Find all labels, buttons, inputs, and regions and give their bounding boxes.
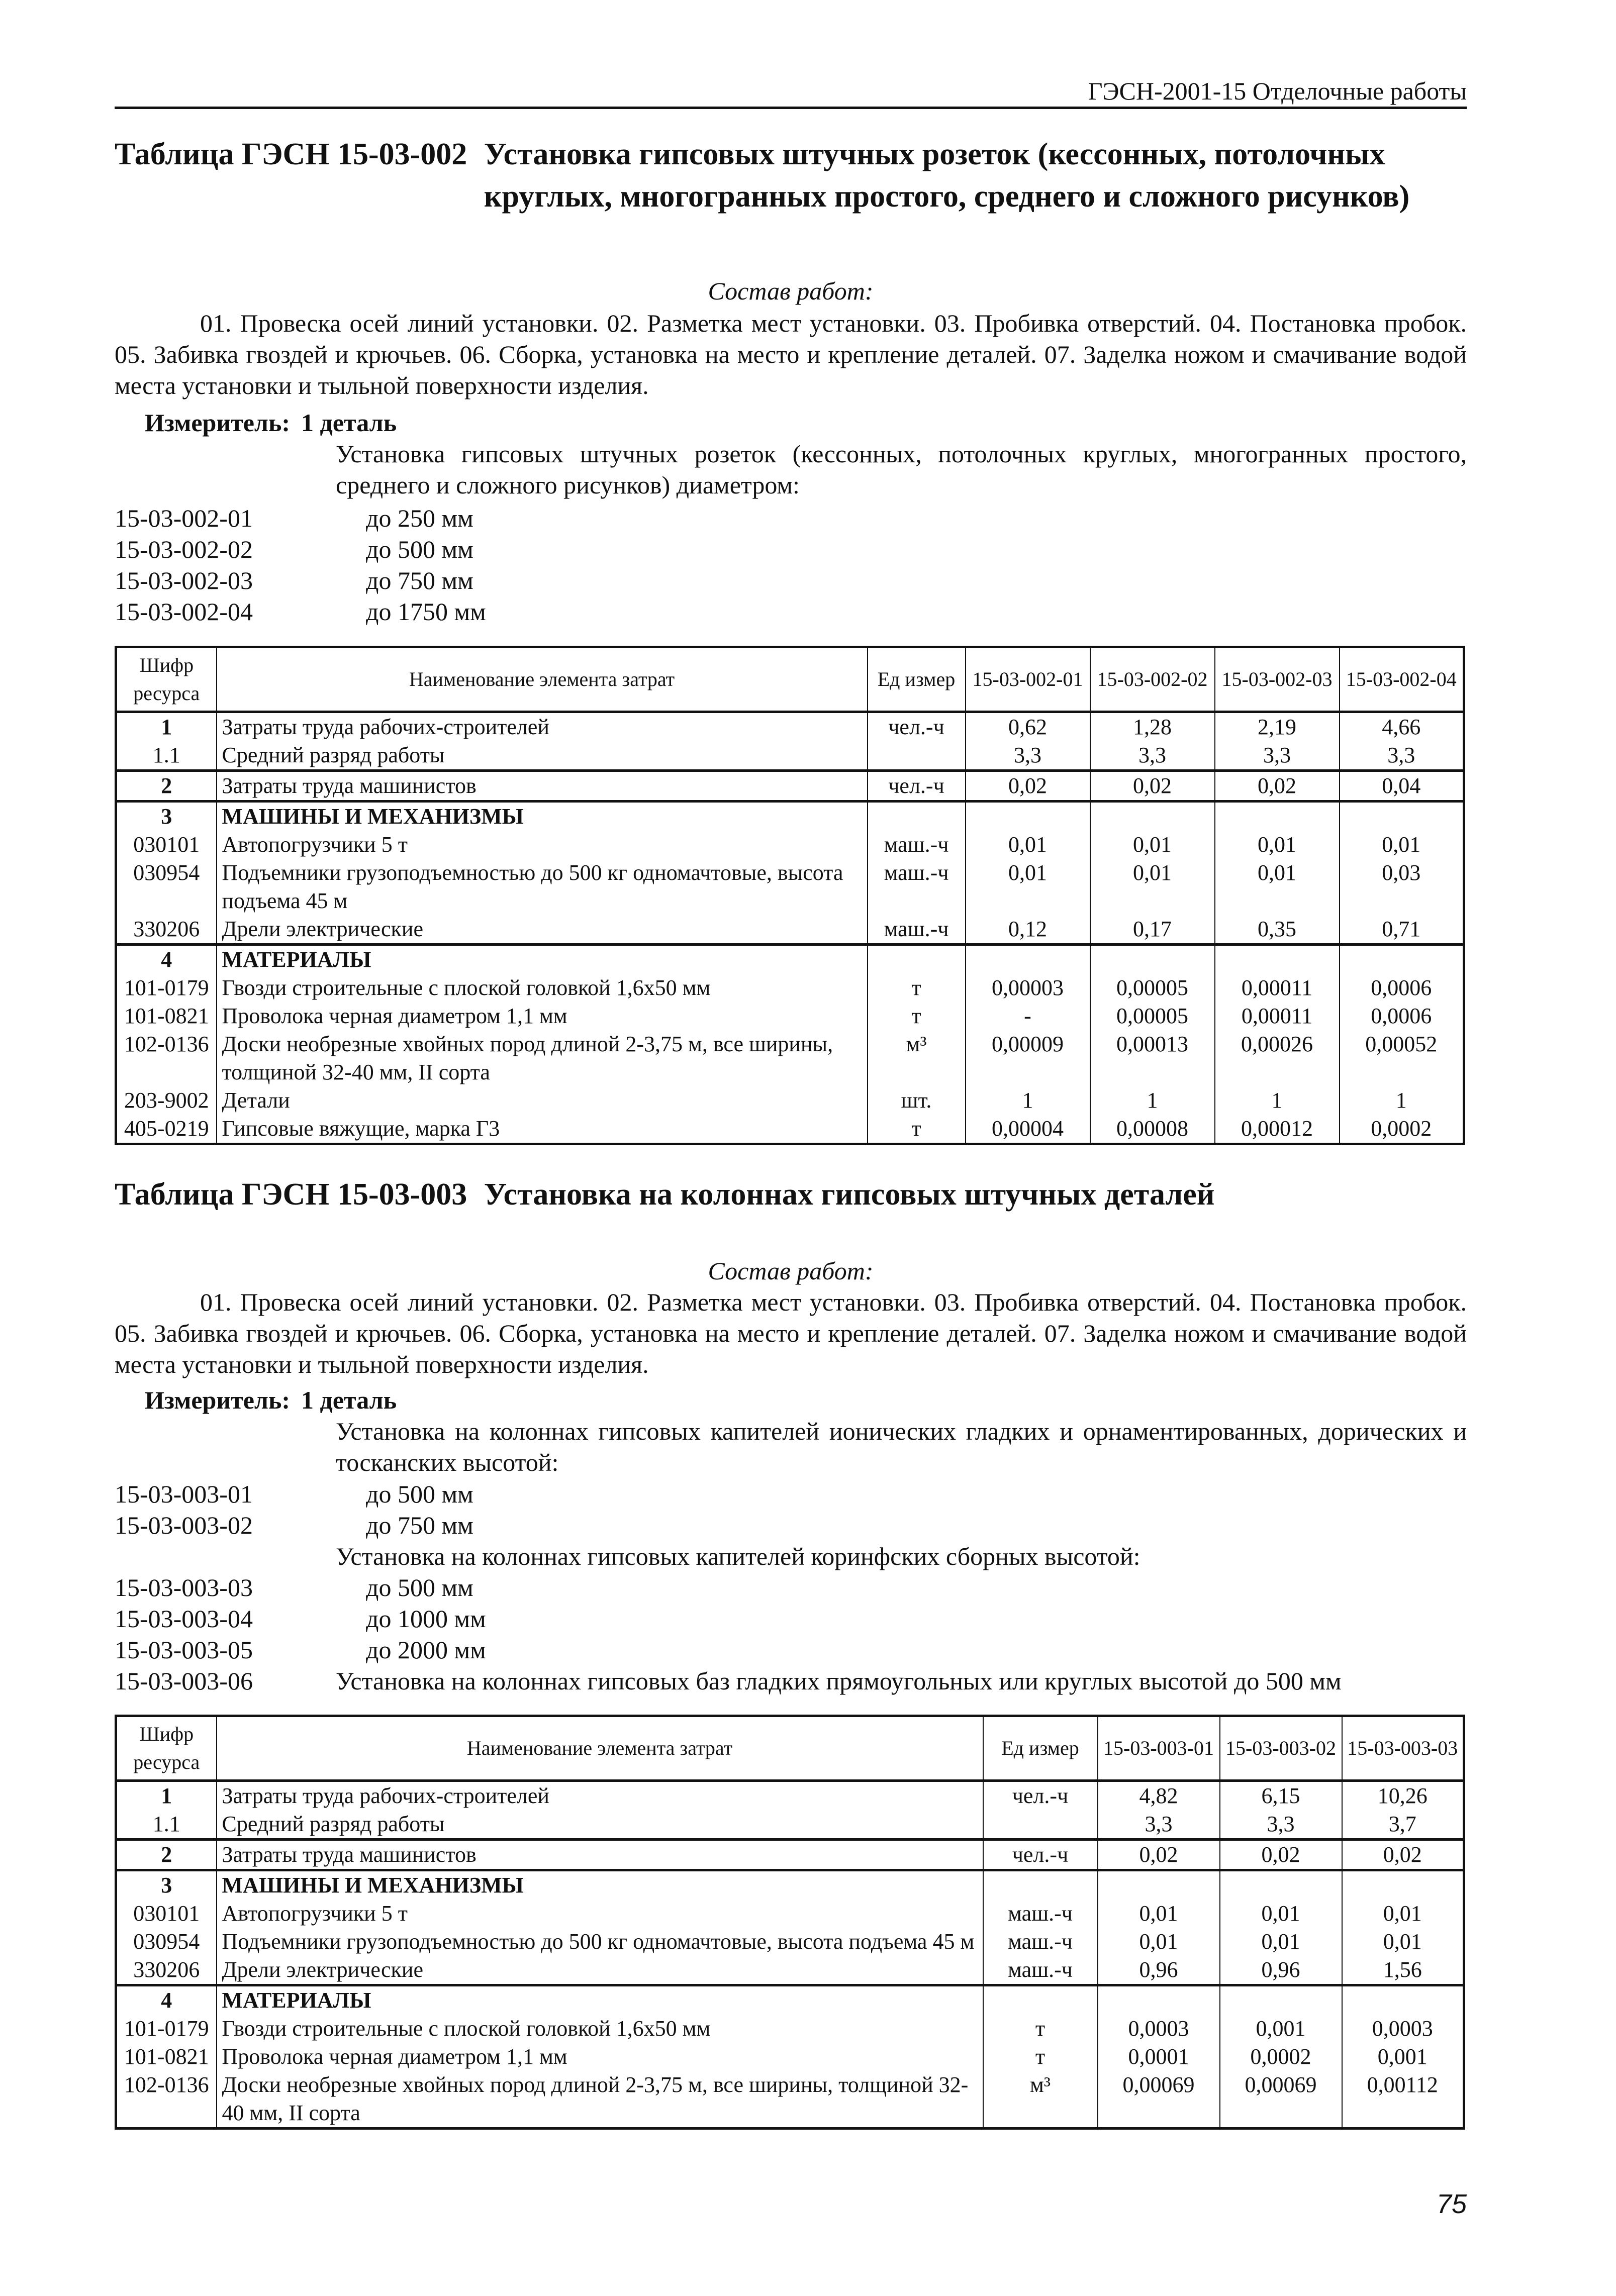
norm-code-row [115, 1603, 1467, 1634]
norm-value-cell: 0,001 [1220, 2015, 1342, 2043]
resource-code: 101-0821 [116, 2043, 217, 2071]
norm-code: 15-03-003-06 [115, 1667, 253, 1695]
resource-name: Гвозди строительные с плоской головкой 1,6x50 мм [217, 974, 868, 1002]
norm-code-row [115, 503, 1467, 534]
section-title-text: Установка на колоннах гипсовых штучных деталей [484, 1177, 1215, 1212]
norm-value-cell: 2,19 [1215, 712, 1340, 742]
section-title-15-03-003 [115, 1173, 1215, 1216]
table-row [116, 1810, 1464, 1840]
norm-value: Установка на колоннах гипсовых баз гладких прямоугольных или круглых высотой до 500 мм [336, 1667, 1342, 1695]
norm-value-cell: 0,00005 [1090, 974, 1215, 1002]
measure-unit-label: Измеритель: [145, 1386, 291, 1414]
work-description: Установка гипсовых штучных розеток (кессонных, потолочных круглых, многогранных простого, среднего и сложного рисунков) диаметром: [336, 440, 1467, 499]
table-row [116, 1781, 1464, 1811]
resource-unit: т [868, 1002, 966, 1030]
norm-value-cell [1220, 1870, 1342, 1900]
resource-code: 101-0179 [116, 2015, 217, 2043]
table-header-row [116, 1716, 1464, 1781]
norm-value-cell [1098, 1870, 1220, 1900]
norm-value-cell: 3,3 [1220, 1810, 1342, 1840]
header-norm-column: 15-03-002-04 [1340, 647, 1464, 712]
resource-name: Дрели электрические [217, 1956, 983, 1985]
norm-value-cell: 0,02 [1342, 1840, 1464, 1870]
norm-value-cell: 0,12 [966, 915, 1090, 945]
norm-value: до 500 мм [366, 1573, 473, 1602]
norm-value-cell: 0,00052 [1340, 1030, 1464, 1086]
norm-value-cell: 0,96 [1220, 1956, 1342, 1985]
norm-value-cell: 3,3 [1215, 741, 1340, 771]
norm-value-cell: 0,01 [1090, 859, 1215, 915]
resource-name: Подъемники грузоподъемностью до 500 кг одномачтовые, высота подъема 45 м [217, 859, 868, 915]
table-row [116, 1840, 1464, 1870]
running-header: ГЭСН-2001-15 Отделочные работы [1088, 77, 1467, 105]
resource-unit: чел.-ч [868, 771, 966, 802]
resource-code: 030954 [116, 1928, 217, 1956]
table-row [116, 2043, 1464, 2071]
table-row [116, 712, 1464, 742]
resource-unit [983, 1810, 1098, 1840]
norm-value-cell: 0,00004 [966, 1115, 1090, 1144]
resource-name: Средний разряд работы [217, 1810, 983, 1840]
norm-value-cell: 3,3 [1098, 1810, 1220, 1840]
resource-name: Затраты труда рабочих-строителей [217, 1781, 983, 1811]
norm-value-cell: 0,01 [1215, 859, 1340, 915]
table-row [116, 2015, 1464, 2043]
resource-code: 2 [116, 1840, 217, 1870]
norm-value-cell: 4,66 [1340, 712, 1464, 742]
resource-name: Дрели электрические [217, 915, 868, 945]
resource-unit: маш.-ч [983, 1900, 1098, 1928]
norm-value-cell: 10,26 [1342, 1781, 1464, 1811]
norm-code: 15-03-002-01 [115, 504, 253, 532]
norm-value-cell: 0,00013 [1090, 1030, 1215, 1086]
norm-value-cell: 3,3 [1340, 741, 1464, 771]
resource-name: Детали [217, 1086, 868, 1115]
measure-unit [145, 407, 408, 438]
resource-name: Автопогрузчики 5 т [217, 1900, 983, 1928]
norm-value-cell [1215, 945, 1340, 974]
norm-code-row [115, 1510, 1467, 1541]
work-composition-text: 01. Провеска осей линий установки. 02. Разметка мест установки. 03. Пробивка отверстий. 04. Постановка пробок. 05. Забивка гвоздей и крючьев. 06. Сборка, установка на место и крепление деталей. 07. Заделка ножом и смачивание водой места установки и тыльной поверхности изделия. [115, 1288, 1467, 1378]
resource-code: 1.1 [116, 741, 217, 771]
norm-value-cell: 0,01 [1220, 1900, 1342, 1928]
norm-value-cell: 0,17 [1090, 915, 1215, 945]
resource-unit: чел.-ч [983, 1840, 1098, 1870]
resource-name: Подъемники грузоподъемностью до 500 кг одномачтовые, высота подъема 45 м [217, 1928, 983, 1956]
header-name: Наименование элемента затрат [217, 1716, 983, 1781]
norm-value-cell: 0,01 [1340, 831, 1464, 859]
measure-unit-label: Измеритель: [145, 409, 291, 437]
table-row [116, 1928, 1464, 1956]
norm-value: до 750 мм [366, 1511, 473, 1539]
norm-value-cell: 0,04 [1340, 771, 1464, 802]
resource-name: Автопогрузчики 5 т [217, 831, 868, 859]
norm-code-row [115, 1478, 1467, 1510]
resource-name: Затраты труда машинистов [217, 1840, 983, 1870]
resource-unit: маш.-ч [868, 915, 966, 945]
norm-value-cell: 0,0002 [1220, 2043, 1342, 2071]
norm-value-cell: 0,0002 [1340, 1115, 1464, 1144]
resource-unit [868, 945, 966, 974]
table-row [116, 771, 1464, 802]
resource-code: 3 [116, 802, 217, 831]
header-norm-column: 15-03-003-03 [1342, 1716, 1464, 1781]
norm-code: 15-03-002-04 [115, 597, 253, 626]
norm-value-cell: 1 [966, 1086, 1090, 1115]
norm-value-cell: 0,01 [1220, 1928, 1342, 1956]
norm-value-cell: 1,28 [1090, 712, 1215, 742]
work-composition-label: Состав работ: [708, 1257, 874, 1285]
table-row [116, 945, 1464, 974]
resource-name: Проволока черная диаметром 1,1 мм [217, 2043, 983, 2071]
norm-code-row [115, 565, 1467, 596]
table-row [116, 915, 1464, 945]
norm-value-cell: 0,01 [1098, 1900, 1220, 1928]
measure-unit [145, 1384, 408, 1416]
resource-unit: маш.-ч [868, 859, 966, 915]
norm-value-cell: 0,62 [966, 712, 1090, 742]
norm-value-cell: 0,001 [1342, 2043, 1464, 2071]
resource-unit: т [983, 2015, 1098, 2043]
norm-value-cell: 1 [1215, 1086, 1340, 1115]
norm-value-cell: 0,01 [966, 831, 1090, 859]
norm-value-cell [1090, 945, 1215, 974]
header-norm-column: 15-03-002-02 [1090, 647, 1215, 712]
norm-value: до 250 мм [366, 504, 473, 532]
table-body [116, 1781, 1464, 2129]
resource-code: 4 [116, 945, 217, 974]
header-code: Шифр ресурса [116, 1716, 217, 1781]
resource-code: 330206 [116, 915, 217, 945]
resource-name: Доски необрезные хвойных пород длиной 2-3,75 м, все ширины, толщиной 32-40 мм, II сорта [217, 2071, 983, 2129]
norm-value-cell: 0,01 [1098, 1928, 1220, 1956]
norm-value-cell: 0,00012 [1215, 1115, 1340, 1144]
section-title-prefix: Таблица ГЭСН 15-03-003 [115, 1177, 467, 1212]
norm-value-cell: 0,00069 [1220, 2071, 1342, 2129]
norm-value-cell [966, 802, 1090, 831]
header-code: Шифр ресурса [116, 647, 217, 712]
norm-value-cell: 0,0001 [1098, 2043, 1220, 2071]
resource-table-15-03-003 [115, 1715, 1465, 2130]
resource-name: МАТЕРИАЛЫ [217, 1985, 983, 2015]
resource-unit: м³ [868, 1030, 966, 1086]
table-row [116, 741, 1464, 771]
resource-code: 203-9002 [116, 1086, 217, 1115]
resource-unit: чел.-ч [983, 1781, 1098, 1811]
norm-value-cell: 0,00011 [1215, 974, 1340, 1002]
norm-value-cell: 0,0003 [1342, 2015, 1464, 2043]
table-row [116, 802, 1464, 831]
resource-unit: т [983, 2043, 1098, 2071]
norm-value-cell: 0,0006 [1340, 974, 1464, 1002]
norm-code-row [115, 1634, 1467, 1665]
resource-table-15-03-002 [115, 646, 1465, 1145]
resource-unit: маш.-ч [983, 1956, 1098, 1985]
resource-name: МАТЕРИАЛЫ [217, 945, 868, 974]
resource-unit: маш.-ч [983, 1928, 1098, 1956]
norm-value-cell [1340, 802, 1464, 831]
norm-value-cell: 0,01 [1215, 831, 1340, 859]
table-row [116, 1985, 1464, 2015]
norm-code: 15-03-002-02 [115, 535, 253, 563]
norm-value: до 2000 мм [366, 1636, 486, 1664]
table-row [116, 1115, 1464, 1144]
norm-value-cell: 0,03 [1340, 859, 1464, 915]
norm-value-cell [1340, 945, 1464, 974]
norm-value: до 750 мм [366, 566, 473, 594]
norm-value-cell [1220, 1985, 1342, 2015]
norm-value-cell: 0,02 [966, 771, 1090, 802]
section-title-prefix: Таблица ГЭСН 15-03-002 [115, 137, 467, 171]
norm-value-cell: 0,00003 [966, 974, 1090, 1002]
header-norm-column: 15-03-003-01 [1098, 1716, 1220, 1781]
page-number: 75 [1436, 2189, 1467, 2219]
table-row [116, 1956, 1464, 1985]
resource-unit: м³ [983, 2071, 1098, 2129]
resource-code: 2 [116, 771, 217, 802]
norm-value-cell: 0,02 [1098, 1840, 1220, 1870]
resource-code: 1.1 [116, 1810, 217, 1840]
resource-name: Гвозди строительные с плоской головкой 1,6x50 мм [217, 2015, 983, 2043]
resource-code: 3 [116, 1870, 217, 1900]
norm-value-cell: 0,71 [1340, 915, 1464, 945]
norm-code-row [115, 596, 1467, 627]
norm-value-cell [1342, 1985, 1464, 2015]
resource-name: Гипсовые вяжущие, марка Г3 [217, 1115, 868, 1144]
norm-value-cell: 0,01 [966, 859, 1090, 915]
resource-code: 4 [116, 1985, 217, 2015]
norm-value: до 1000 мм [366, 1605, 486, 1633]
resource-name: Доски необрезные хвойных пород длиной 2-3,75 м, все ширины, толщиной 32-40 мм, II сорта [217, 1030, 868, 1086]
table-row [116, 1900, 1464, 1928]
resource-code: 101-0179 [116, 974, 217, 1002]
norm-code: 15-03-003-04 [115, 1605, 253, 1633]
header-norm-column: 15-03-002-01 [966, 647, 1090, 712]
norm-value-cell [1098, 1985, 1220, 2015]
resource-code: 030101 [116, 1900, 217, 1928]
table-row [116, 1030, 1464, 1086]
resource-code: 102-0136 [116, 1030, 217, 1086]
norm-code: 15-03-003-02 [115, 1511, 253, 1539]
resource-name: Средний разряд работы [217, 741, 868, 771]
norm-value-cell: 1 [1340, 1086, 1464, 1115]
norm-value: до 500 мм [366, 535, 473, 563]
resource-unit [983, 1985, 1098, 2015]
norm-value-cell: 3,7 [1342, 1810, 1464, 1840]
norm-value-cell: 1 [1090, 1086, 1215, 1115]
resource-name: Проволока черная диаметром 1,1 мм [217, 1002, 868, 1030]
resource-name: МАШИНЫ И МЕХАНИЗМЫ [217, 802, 868, 831]
norm-code: 15-03-003-01 [115, 1480, 253, 1508]
norm-code: 15-03-003-05 [115, 1636, 253, 1664]
norm-value-cell: 0,01 [1090, 831, 1215, 859]
norm-code-row [115, 1665, 1467, 1696]
work-description: Установка на колоннах гипсовых капителей ионических гладких и орнаментированных, дорических и тосканских высотой: [336, 1417, 1467, 1476]
norm-value-cell: 1,56 [1342, 1956, 1464, 1985]
resource-unit: т [868, 974, 966, 1002]
norm-value: до 1750 мм [366, 597, 486, 626]
resource-code: 101-0821 [116, 1002, 217, 1030]
norm-value-cell: 6,15 [1220, 1781, 1342, 1811]
norm-value-cell: 0,35 [1215, 915, 1340, 945]
resource-unit: чел.-ч [868, 712, 966, 742]
table-body [116, 712, 1464, 1144]
resource-code: 1 [116, 1781, 217, 1811]
resource-code: 405-0219 [116, 1115, 217, 1144]
table-row [116, 1086, 1464, 1115]
table-row [116, 1870, 1464, 1900]
norm-value: до 500 мм [366, 1480, 473, 1508]
header-norm-column: 15-03-003-02 [1220, 1716, 1342, 1781]
norm-value-cell [966, 945, 1090, 974]
norm-value-cell: 0,00069 [1098, 2071, 1220, 2129]
table-row [116, 2071, 1464, 2129]
table-header-row [116, 647, 1464, 712]
resource-unit: маш.-ч [868, 831, 966, 859]
norm-code-row [115, 1572, 1467, 1603]
norm-value-cell: - [966, 1002, 1090, 1030]
resource-code: 1 [116, 712, 217, 742]
work-description: Установка на колоннах гипсовых капителей коринфских сборных высотой: [336, 1542, 1140, 1570]
header-rule [115, 107, 1467, 109]
table-row [116, 831, 1464, 859]
resource-unit: шт. [868, 1086, 966, 1115]
resource-name: Затраты труда рабочих-строителей [217, 712, 868, 742]
resource-name: МАШИНЫ И МЕХАНИЗМЫ [217, 1870, 983, 1900]
resource-code: 102-0136 [116, 2071, 217, 2129]
resource-code: 330206 [116, 1956, 217, 1985]
section-title-text: Установка гипсовых штучных розеток (кессонных, потолочных круглых, многогранных простого, среднего и сложного рисунков) [484, 137, 1410, 214]
resource-unit: т [868, 1115, 966, 1144]
norm-value-cell: 3,3 [966, 741, 1090, 771]
norm-value-cell: 0,02 [1220, 1840, 1342, 1870]
norm-value-cell: 0,00009 [966, 1030, 1090, 1086]
norm-value-cell: 0,00008 [1090, 1115, 1215, 1144]
norm-value-cell: 0,00011 [1215, 1002, 1340, 1030]
norm-value-cell: 0,0006 [1340, 1002, 1464, 1030]
resource-unit [983, 1870, 1098, 1900]
header-norm-column: 15-03-002-03 [1215, 647, 1340, 712]
norm-value-cell: 0,00005 [1090, 1002, 1215, 1030]
table-row [116, 859, 1464, 915]
norm-value-cell [1090, 802, 1215, 831]
resource-unit [868, 741, 966, 771]
measure-unit-value: 1 деталь [301, 409, 397, 437]
norm-value-cell: 0,01 [1342, 1928, 1464, 1956]
norm-code: 15-03-002-03 [115, 566, 253, 594]
header-name: Наименование элемента затрат [217, 647, 868, 712]
resource-unit [868, 802, 966, 831]
norm-value-cell: 0,96 [1098, 1956, 1220, 1985]
norm-value-cell: 0,01 [1342, 1900, 1464, 1928]
measure-unit-value: 1 деталь [301, 1386, 397, 1414]
norm-code-row [115, 534, 1467, 565]
resource-code: 030101 [116, 831, 217, 859]
resource-code: 030954 [116, 859, 217, 915]
work-composition-text: 01. Провеска осей линий установки. 02. Разметка мест установки. 03. Пробивка отверстий. 04. Постановка пробок. 05. Забивка гвоздей и крючьев. 06. Сборка, установка на место и крепление деталей. 07. Заделка ножом и смачивание водой места установки и тыльной поверхности изделия. [115, 309, 1467, 400]
norm-value-cell: 0,02 [1090, 771, 1215, 802]
norm-code: 15-03-003-03 [115, 1573, 253, 1602]
norm-value-cell [1215, 802, 1340, 831]
norm-value-cell: 0,0003 [1098, 2015, 1220, 2043]
norm-value-cell: 0,00112 [1342, 2071, 1464, 2129]
norm-value-cell: 3,3 [1090, 741, 1215, 771]
header-unit: Ед измер [868, 647, 966, 712]
table-row [116, 1002, 1464, 1030]
section-title-15-03-002 [115, 133, 1439, 218]
resource-name: Затраты труда машинистов [217, 771, 868, 802]
norm-value-cell [1342, 1870, 1464, 1900]
work-composition-label: Состав работ: [708, 277, 874, 305]
norm-value-cell: 4,82 [1098, 1781, 1220, 1811]
norm-value-cell: 0,00026 [1215, 1030, 1340, 1086]
table-row [116, 974, 1464, 1002]
norm-value-cell: 0,02 [1215, 771, 1340, 802]
header-unit: Ед измер [983, 1716, 1098, 1781]
